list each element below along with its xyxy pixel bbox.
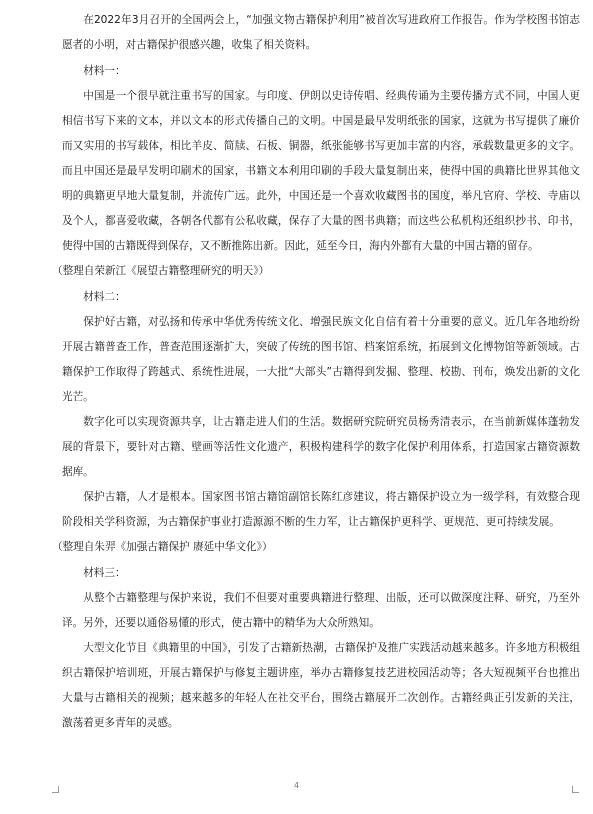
document-body (52, 8, 580, 736)
intro-paragraph: 在2022年3月召开的全国两会上，“加强文物古籍保护利用”被首次写进政府工作报告。作为学校图书馆志愿者的小明，对古籍保护很感兴趣，收集了相关资料。 (62, 14, 580, 51)
material-3-paragraph-1: 从整个古籍整理与保护来说，我们不但要对重要典籍进行整理、出版，还可以做深度注释、研究，乃至外译。另外，还要以通俗易懂的形式，使古籍中的精华为大众所熟知。 (62, 592, 580, 629)
material-1-source: （整理自荣新江《展望古籍整理研究的明天》） (52, 265, 270, 277)
crop-mark-bottom-right (572, 786, 579, 793)
crop-mark-bottom-left (52, 786, 59, 793)
material-3-heading: 材料三： (83, 567, 126, 579)
material-2-heading: 材料二： (83, 291, 126, 303)
material-1-paragraph: 中国是一个很早就注重书写的国家。与印度、伊朗以史诗传唱、经典传诵为主要传播方式不同，中国人更相信书写下来的文本，并以文本的形式传播自己的文明。中国是最早发明纸张的国家，这就为书写提供了廉价而又实用的书写载体，相比羊皮、简牍、石板、铜器，纸张能够书写更加丰富的内容，承载数量更多的文字。而且中国还是最早发明印刷术的国家，书籍文本利用印刷的手段大量复制出来，使得中国的典籍比世界其他文明的典籍更早地大量复制，并流传广远。此外，中国还是一个喜欢收藏图书的国度，举凡官府、学校、寺庙以及个人，都喜爱收藏，各朝各代都有公私收藏，保存了大量的图书典籍；而这些公私机构还组织抄书、印书，使得中国的古籍既得到保存，又不断推陈出新。因此，延至今日，海内外都有大量的中国古籍的留存。 (62, 90, 580, 252)
material-3-paragraph-2: 大型文化节目《典籍里的中国》，引发了古籍新热潮，古籍保护及推广实践活动越来越多。许多地方积极组织古籍保护培训班，开展古籍保护与修复主题讲座，举办古籍修复技艺进校园活动等；各大短视频平台也推出大量与古籍相关的视频；越来越多的年轻人在社交平台，围绕古籍展开二次创作。古籍经典正引发新的关注，激荡着更多青年的灵感。 (62, 642, 580, 729)
material-2-paragraph-1: 保护好古籍，对弘扬和传承中华优秀传统文化、增强民族文化自信有着十分重要的意义。近几年各地纷纷开展古籍普查工作，普查范围逐渐扩大，突破了传统的图书馆、档案馆系统，拓展到文化博物馆等新领域。古籍保护工作取得了跨越式、系统性进展，一大批“大部头”古籍得到发掘、整理、校勘、刊布，焕发出新的文化光芒。 (62, 316, 580, 403)
material-1-heading: 材料一： (83, 65, 126, 77)
material-2-paragraph-2: 数字化可以实现资源共享，让古籍走进人们的生活。数据研究院研究员杨秀清表示，在当前新媒体蓬勃发展的背景下，要针对古籍、壁画等活性文化遗产，积极构建科学的数字化保护利用体系，打造国家古籍资源数据库。 (62, 416, 580, 478)
material-2-paragraph-3: 保护古籍，人才是根本。国家图书馆古籍馆副馆长陈红彦建议，将古籍保护设立为一级学科，有效整合现阶段相关学科资源，为古籍保护事业打造源源不断的生力军，让古籍保护更科学、更规范、更可持续发展。 (62, 491, 580, 528)
material-2-source: （整理自朱羿《加强古籍保护 赓延中华文化》） (52, 541, 273, 553)
page-number: 4 (293, 781, 300, 790)
